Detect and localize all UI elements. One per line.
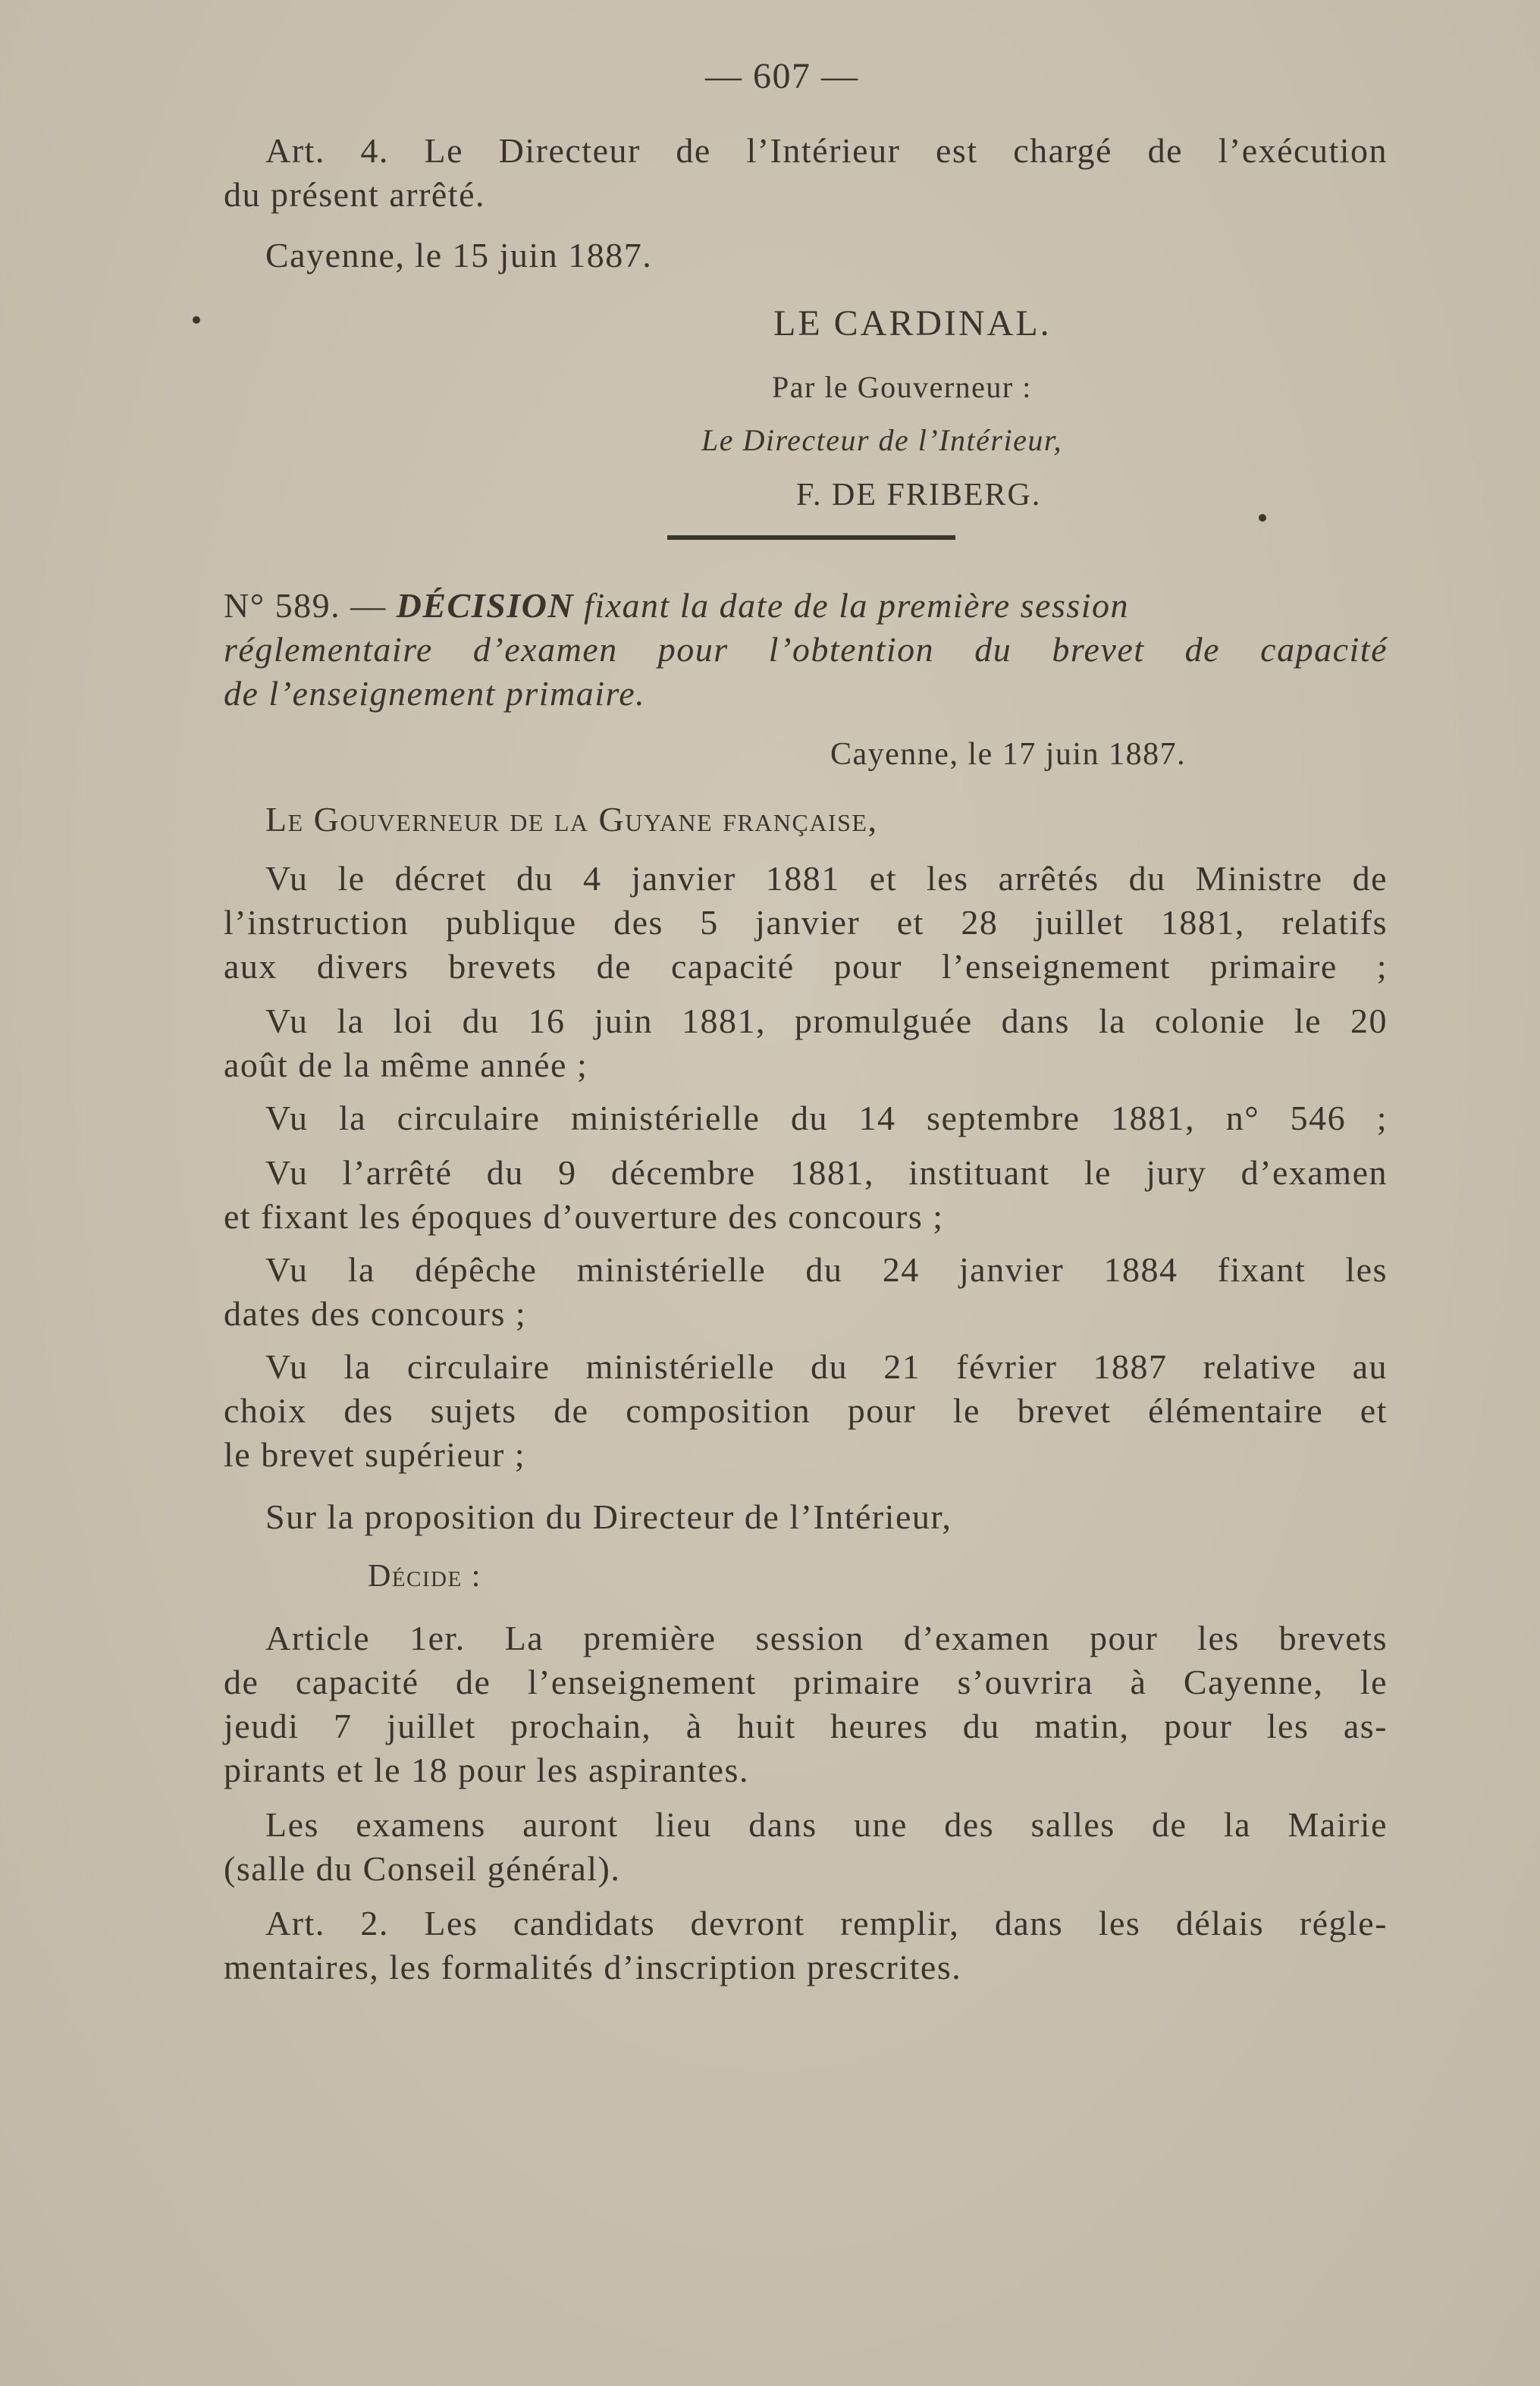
consideration-1-line-1: Vu le décret du 4 janvier 1881 et les arrêtés du Ministre de <box>265 859 1388 898</box>
decision-heading-line-2: réglementaire d’examen pour l’obtention du brevet de capacité <box>224 630 1388 669</box>
decision-title-word: DÉCISION <box>396 586 575 625</box>
place-date-2: Cayenne, le 17 juin 1887. <box>830 737 1187 772</box>
article-1-line-3: jeudi 7 juillet prochain, à huit heures du matin, pour les as- <box>224 1707 1388 1745</box>
consideration-4-line-2: et fixant les époques d’ouverture des concours ; <box>224 1197 944 1236</box>
signature-director: Le Directeur de l’Intérieur, <box>701 423 1062 457</box>
consideration-5-line-1: Vu la dépêche ministérielle du 24 janvier 1884 fixant les <box>265 1250 1388 1289</box>
consideration-5-line-2: dates des concours ; <box>224 1294 527 1333</box>
article-1-line-2: de capacité de l’enseignement primaire s’ouvrira à Cayenne, le <box>224 1663 1388 1701</box>
article-4-line-2: du présent arrêté. <box>224 175 486 214</box>
article-2-line-2: mentaires, les formalités d’inscription prescrites. <box>224 1948 962 1986</box>
article-1b-line-1: Les examens auront lieu dans une des salles de la Mairie <box>265 1805 1388 1844</box>
page-number: — 607 — <box>705 56 859 96</box>
consideration-1-line-2: l’instruction publique des 5 janvier et 28 juillet 1881, relatifs <box>224 903 1388 942</box>
decision-number: N° 589. — <box>224 586 387 625</box>
article-1-line-4: pirants et le 18 pour les aspirantes. <box>224 1751 749 1789</box>
decision-title-rest: fixant la date de la première session <box>584 586 1130 625</box>
consideration-1-line-3: aux divers brevets de capacité pour l’enseignement primaire ; <box>224 947 1388 986</box>
consideration-4-line-1: Vu l’arrêté du 9 décembre 1881, instituant le jury d’examen <box>265 1153 1388 1192</box>
separator-rule <box>667 535 955 540</box>
article-1-line-1: Article 1er. La première session d’examen pour les brevets <box>265 1619 1388 1657</box>
decide-heading: Décide : <box>368 1559 481 1594</box>
article-1b-line-2: (salle du Conseil général). <box>224 1849 621 1888</box>
place-date-1: Cayenne, le 15 juin 1887. <box>265 236 653 274</box>
consideration-7-line-1: Sur la proposition du Directeur de l’Intérieur, <box>265 1497 952 1536</box>
consideration-2-line-1: Vu la loi du 16 juin 1881, promulguée dans la colonie le 20 <box>265 1002 1388 1040</box>
intro-line: Le Gouverneur de la Guyane française, <box>265 800 878 839</box>
article-4-line-1: Art. 4. Le Directeur de l’Intérieur est chargé de l’exécution <box>265 131 1388 170</box>
consideration-6-line-1: Vu la circulaire ministérielle du 21 février 1887 relative au <box>265 1347 1388 1386</box>
ink-dot <box>1259 514 1266 522</box>
consideration-2-line-2: août de la même année ; <box>224 1046 588 1084</box>
ink-dot <box>193 316 200 324</box>
decision-heading-line-1 <box>224 584 1129 628</box>
decision-heading-line-3: de l’enseignement primaire. <box>224 674 646 713</box>
signature-signed: F. DE FRIBERG. <box>796 478 1042 513</box>
consideration-6-line-2: choix des sujets de composition pour le brevet élémentaire et <box>224 1391 1388 1430</box>
consideration-6-line-3: le brevet supérieur ; <box>224 1435 526 1474</box>
consideration-3-line-1: Vu la circulaire ministérielle du 14 septembre 1881, n° 546 ; <box>265 1099 1388 1137</box>
signature-name: LE CARDINAL. <box>773 303 1052 343</box>
article-2-line-1: Art. 2. Les candidats devront remplir, dans les délais régle- <box>265 1904 1388 1942</box>
signature-by-governor: Par le Gouverneur : <box>772 370 1032 404</box>
